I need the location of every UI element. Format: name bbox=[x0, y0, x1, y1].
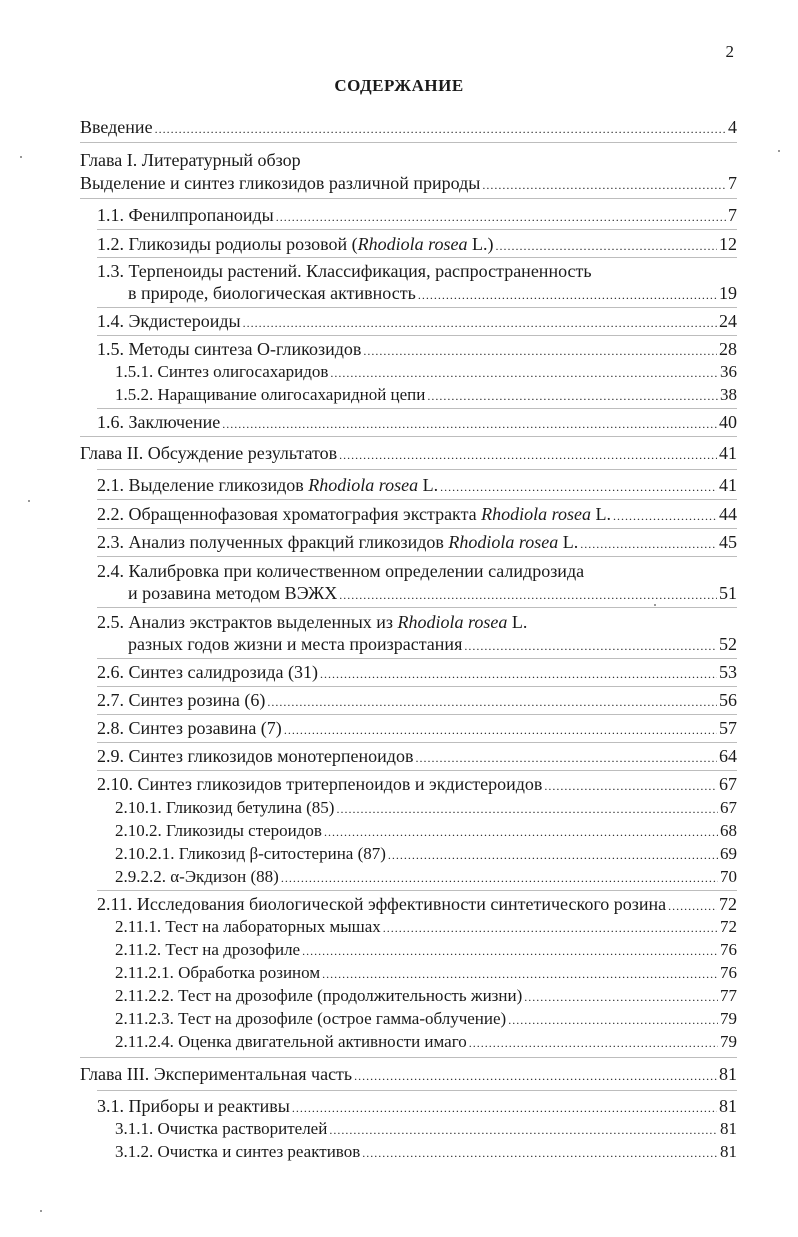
scan-speck bbox=[654, 604, 656, 606]
section-divider bbox=[97, 499, 737, 500]
toc-entry-label: 1.4. Экдистероиды bbox=[97, 311, 241, 331]
toc-entry-2-11-2-3[interactable] bbox=[115, 1008, 737, 1031]
section-divider bbox=[97, 307, 737, 308]
toc-entry-2-11-1[interactable] bbox=[115, 916, 737, 939]
toc-entry-2-11[interactable] bbox=[97, 893, 737, 917]
toc-entry-2-5[interactable] bbox=[128, 633, 737, 657]
toc-entry-3-1-1[interactable] bbox=[115, 1118, 737, 1141]
toc-entry-2-10-2-1[interactable] bbox=[115, 843, 737, 866]
section-divider bbox=[97, 686, 737, 687]
toc-entry-label: 3.1.1. Очистка растворителей bbox=[115, 1119, 328, 1138]
dot-leader bbox=[580, 533, 717, 555]
toc-entry-chapter-1[interactable] bbox=[80, 172, 737, 196]
toc-entry-label: 2.2. Обращеннофазовая хроматография экстракта Rhodiola rosea L. bbox=[97, 504, 611, 524]
toc-entry-page: 81 bbox=[720, 1142, 737, 1161]
toc-entry-2-10-1[interactable] bbox=[115, 797, 737, 820]
toc-entry-label: 2.11.2. Тест на дрозофиле bbox=[115, 940, 301, 959]
toc-entry-label: 2.11.2.3. Тест на дрозофиле (острое гамма-облучение) bbox=[115, 1009, 507, 1028]
toc-entry-label: 2.11.2.2. Тест на дрозофиле (продолжительность жизни) bbox=[115, 986, 523, 1005]
toc-entry-1-5-2[interactable] bbox=[115, 384, 737, 407]
toc-entry-page: 24 bbox=[719, 311, 737, 331]
dot-leader bbox=[418, 284, 717, 306]
toc-entry-2-11-2-2[interactable] bbox=[115, 985, 737, 1008]
dot-leader bbox=[339, 444, 717, 466]
toc-entry-page: 81 bbox=[720, 1119, 737, 1138]
section-divider bbox=[97, 770, 737, 771]
toc-entry-label: 2.9.2.2. α-Экдизон (88) bbox=[115, 867, 279, 886]
section-divider bbox=[97, 556, 737, 557]
toc-entry-1-5[interactable] bbox=[97, 338, 737, 362]
section-divider bbox=[97, 469, 737, 470]
dot-leader bbox=[284, 719, 717, 741]
dot-leader bbox=[469, 1032, 718, 1054]
toc-entry-3-1-2[interactable] bbox=[115, 1141, 737, 1164]
dot-leader bbox=[329, 1119, 718, 1141]
dot-leader bbox=[336, 798, 718, 820]
dot-leader bbox=[276, 206, 726, 228]
toc-entry-label: 2.7. Синтез розина (6) bbox=[97, 690, 266, 710]
toc-entry-label: Глава II. Обсуждение результатов bbox=[80, 443, 338, 463]
dot-leader bbox=[354, 1065, 717, 1087]
scan-speck bbox=[28, 500, 30, 502]
toc-entry-label: 1.6. Заключение bbox=[97, 412, 221, 432]
toc-entry-page: 79 bbox=[720, 1032, 737, 1051]
toc-entry-1-3[interactable] bbox=[128, 282, 737, 306]
section-divider bbox=[97, 1090, 737, 1091]
toc-entry-label: 2.10. Синтез гликозидов тритерпеноидов и экдистероидов bbox=[97, 774, 543, 794]
toc-entry-label: Введение bbox=[80, 117, 153, 137]
toc-entry-page: 70 bbox=[720, 867, 737, 886]
dot-leader bbox=[267, 691, 717, 713]
toc-entry-1-1[interactable] bbox=[97, 204, 737, 228]
toc-entry-page: 41 bbox=[719, 443, 737, 463]
toc-entry-1-5-1[interactable] bbox=[115, 361, 737, 384]
toc-entry-page: 69 bbox=[720, 844, 737, 863]
section-divider bbox=[97, 658, 737, 659]
section-divider bbox=[97, 890, 737, 891]
toc-entry-label: 2.3. Анализ полученных фракций гликозидов Rhodiola rosea L. bbox=[97, 532, 579, 552]
section-divider bbox=[97, 714, 737, 715]
toc-entry-label: в природе, биологическая активность bbox=[128, 283, 416, 303]
toc-entry-page: 72 bbox=[719, 894, 737, 914]
toc-entry-label: Глава III. Экспериментальная часть bbox=[80, 1064, 353, 1084]
dot-leader bbox=[222, 413, 717, 435]
toc-entry-2-10-2[interactable] bbox=[115, 820, 737, 843]
toc-entry-page: 7 bbox=[728, 205, 737, 225]
dot-leader bbox=[363, 340, 717, 362]
toc-entry-page: 64 bbox=[719, 746, 737, 766]
toc-entry-2-5-line1: 2.5. Анализ экстрактов выделенных из Rhodiola rosea L. bbox=[97, 612, 528, 632]
toc-entry-2-11-2[interactable] bbox=[115, 939, 737, 962]
toc-entry-1-4[interactable] bbox=[97, 310, 737, 334]
scan-speck bbox=[778, 150, 780, 152]
section-divider bbox=[97, 229, 737, 230]
toc-entry-page: 4 bbox=[728, 117, 737, 137]
toc-entry-2-9-2-2[interactable] bbox=[115, 866, 737, 889]
toc-entry-label: 1.5. Методы синтеза О-гликозидов bbox=[97, 339, 362, 359]
toc-entry-label: 2.10.2. Гликозиды стероидов bbox=[115, 821, 322, 840]
toc-entry-3-1[interactable] bbox=[97, 1095, 737, 1119]
section-divider bbox=[97, 408, 737, 409]
dot-leader bbox=[362, 1142, 718, 1164]
dot-leader bbox=[524, 986, 718, 1008]
toc-entry-page: 79 bbox=[720, 1009, 737, 1028]
section-divider bbox=[97, 742, 737, 743]
toc-entry-2-7[interactable] bbox=[97, 689, 737, 713]
toc-entry-label: 1.2. Гликозиды родиолы розовой (Rhodiola rosea L.) bbox=[97, 234, 494, 254]
section-divider bbox=[97, 335, 737, 336]
toc-entry-page: 76 bbox=[720, 940, 737, 959]
toc-entry-page: 28 bbox=[719, 339, 737, 359]
toc-entry-1-2[interactable] bbox=[97, 233, 737, 257]
toc-entry-2-11-2-1[interactable] bbox=[115, 962, 737, 985]
toc-entry-label: 3.1.2. Очистка и синтез реактивов bbox=[115, 1142, 361, 1161]
dot-leader bbox=[482, 174, 726, 196]
chapter-1-heading: Глава I. Литературный обзор bbox=[80, 150, 301, 170]
toc-entry-page: 40 bbox=[719, 412, 737, 432]
toc-entry-2-10[interactable] bbox=[97, 773, 737, 797]
section-divider bbox=[97, 528, 737, 529]
dot-leader bbox=[613, 505, 717, 527]
dot-leader bbox=[388, 844, 718, 866]
toc-entry-label: 3.1. Приборы и реактивы bbox=[97, 1096, 290, 1116]
toc-entry-page: 12 bbox=[719, 234, 737, 254]
dot-leader bbox=[383, 917, 718, 939]
toc-entry-2-4[interactable] bbox=[128, 582, 737, 606]
toc-title: СОДЕРЖАНИЕ bbox=[334, 76, 464, 95]
toc-entry-label: 2.11.2.1. Обработка розином bbox=[115, 963, 321, 982]
toc-entry-label: разных годов жизни и места произрастания bbox=[128, 634, 463, 654]
toc-entry-page: 41 bbox=[719, 475, 737, 495]
section-divider bbox=[80, 1057, 737, 1058]
toc-entry-label: 1.1. Фенилпропаноиды bbox=[97, 205, 274, 225]
toc-entry-page: 76 bbox=[720, 963, 737, 982]
toc-entry-page: 19 bbox=[719, 283, 737, 303]
dot-leader bbox=[302, 940, 718, 962]
toc-entry-2-11-2-4[interactable] bbox=[115, 1031, 737, 1054]
page-number: 2 bbox=[725, 42, 734, 61]
section-divider bbox=[97, 607, 737, 608]
section-divider bbox=[80, 436, 737, 437]
dot-leader bbox=[544, 775, 717, 797]
toc-entry-page: 77 bbox=[720, 986, 737, 1005]
scan-speck bbox=[40, 1210, 42, 1212]
toc-entry-label: 2.11. Исследования биологической эффективности синтетического розина bbox=[97, 894, 667, 914]
toc-entry-label: 2.10.1. Гликозид бетулина (85) bbox=[115, 798, 335, 817]
toc-entry-2-6[interactable] bbox=[97, 661, 737, 685]
dot-leader bbox=[495, 235, 717, 257]
dot-leader bbox=[322, 963, 718, 985]
toc-entry-page: 81 bbox=[719, 1096, 737, 1116]
toc-entry-label: 2.9. Синтез гликозидов монотерпеноидов bbox=[97, 746, 414, 766]
toc-entry-page: 51 bbox=[719, 583, 737, 603]
dot-leader bbox=[668, 895, 717, 917]
toc-entry-page: 36 bbox=[720, 362, 737, 381]
section-divider bbox=[80, 198, 737, 199]
toc-entry-label: 2.11.1. Тест на лабораторных мышах bbox=[115, 917, 381, 936]
toc-entry-page: 56 bbox=[719, 690, 737, 710]
toc-entry-label: и розавина методом ВЭЖХ bbox=[128, 583, 338, 603]
toc-entry-label: 2.11.2.4. Оценка двигательной активности имаго bbox=[115, 1032, 467, 1051]
toc-entry-page: 57 bbox=[719, 718, 737, 738]
dot-leader bbox=[324, 821, 718, 843]
dot-leader bbox=[339, 584, 717, 606]
toc-entry-2-2[interactable] bbox=[97, 503, 737, 527]
toc-entry-label: Выделение и синтез гликозидов различной природы bbox=[80, 173, 481, 193]
dot-leader bbox=[415, 747, 717, 769]
toc-entry-page: 81 bbox=[719, 1064, 737, 1084]
toc-entry-introduction[interactable] bbox=[80, 116, 737, 140]
toc-entry-page: 72 bbox=[720, 917, 737, 936]
dot-leader bbox=[292, 1097, 717, 1119]
section-divider bbox=[97, 257, 737, 258]
toc-entry-2-8[interactable] bbox=[97, 717, 737, 741]
toc-entry-chapter-3[interactable] bbox=[80, 1063, 737, 1087]
toc-entry-page: 45 bbox=[719, 532, 737, 552]
dot-leader bbox=[320, 663, 717, 685]
dot-leader bbox=[508, 1009, 718, 1031]
dot-leader bbox=[155, 118, 726, 140]
dot-leader bbox=[243, 312, 717, 334]
toc-entry-page: 38 bbox=[720, 385, 737, 404]
toc-entry-2-4-line1: 2.4. Калибровка при количественном определении салидрозида bbox=[97, 561, 585, 581]
toc-entry-2-1[interactable] bbox=[97, 474, 737, 498]
toc-entry-page: 67 bbox=[720, 798, 737, 817]
dot-leader bbox=[330, 362, 718, 384]
toc-entry-page: 53 bbox=[719, 662, 737, 682]
toc-entry-1-3-line1: 1.3. Терпеноиды растений. Классификация, распространенность bbox=[97, 261, 592, 281]
toc-entry-label: 2.10.2.1. Гликозид β-ситостерина (87) bbox=[115, 844, 386, 863]
toc-entry-page: 67 bbox=[719, 774, 737, 794]
section-divider bbox=[80, 142, 737, 143]
scan-speck bbox=[20, 156, 22, 158]
dot-leader bbox=[464, 635, 717, 657]
toc-entry-label: 1.5.2. Наращивание олигосахаридной цепи bbox=[115, 385, 426, 404]
toc-entry-page: 44 bbox=[719, 504, 737, 524]
toc-entry-label: 2.6. Синтез салидрозида (31) bbox=[97, 662, 318, 682]
toc-entry-label: 1.5.1. Синтез олигосахаридов bbox=[115, 362, 329, 381]
toc-entry-page: 52 bbox=[719, 634, 737, 654]
toc-entry-2-9[interactable] bbox=[97, 745, 737, 769]
toc-entry-1-6[interactable] bbox=[97, 411, 737, 435]
toc-entry-label: 2.1. Выделение гликозидов Rhodiola rosea L. bbox=[97, 475, 439, 495]
toc-entry-page: 7 bbox=[728, 173, 737, 193]
toc-entry-label: 2.8. Синтез розавина (7) bbox=[97, 718, 282, 738]
dot-leader bbox=[281, 867, 718, 889]
toc-entry-2-3[interactable] bbox=[97, 531, 737, 555]
dot-leader bbox=[427, 385, 718, 407]
toc-entry-page: 68 bbox=[720, 821, 737, 840]
toc-entry-chapter-2[interactable] bbox=[80, 442, 737, 466]
dot-leader bbox=[440, 476, 717, 498]
